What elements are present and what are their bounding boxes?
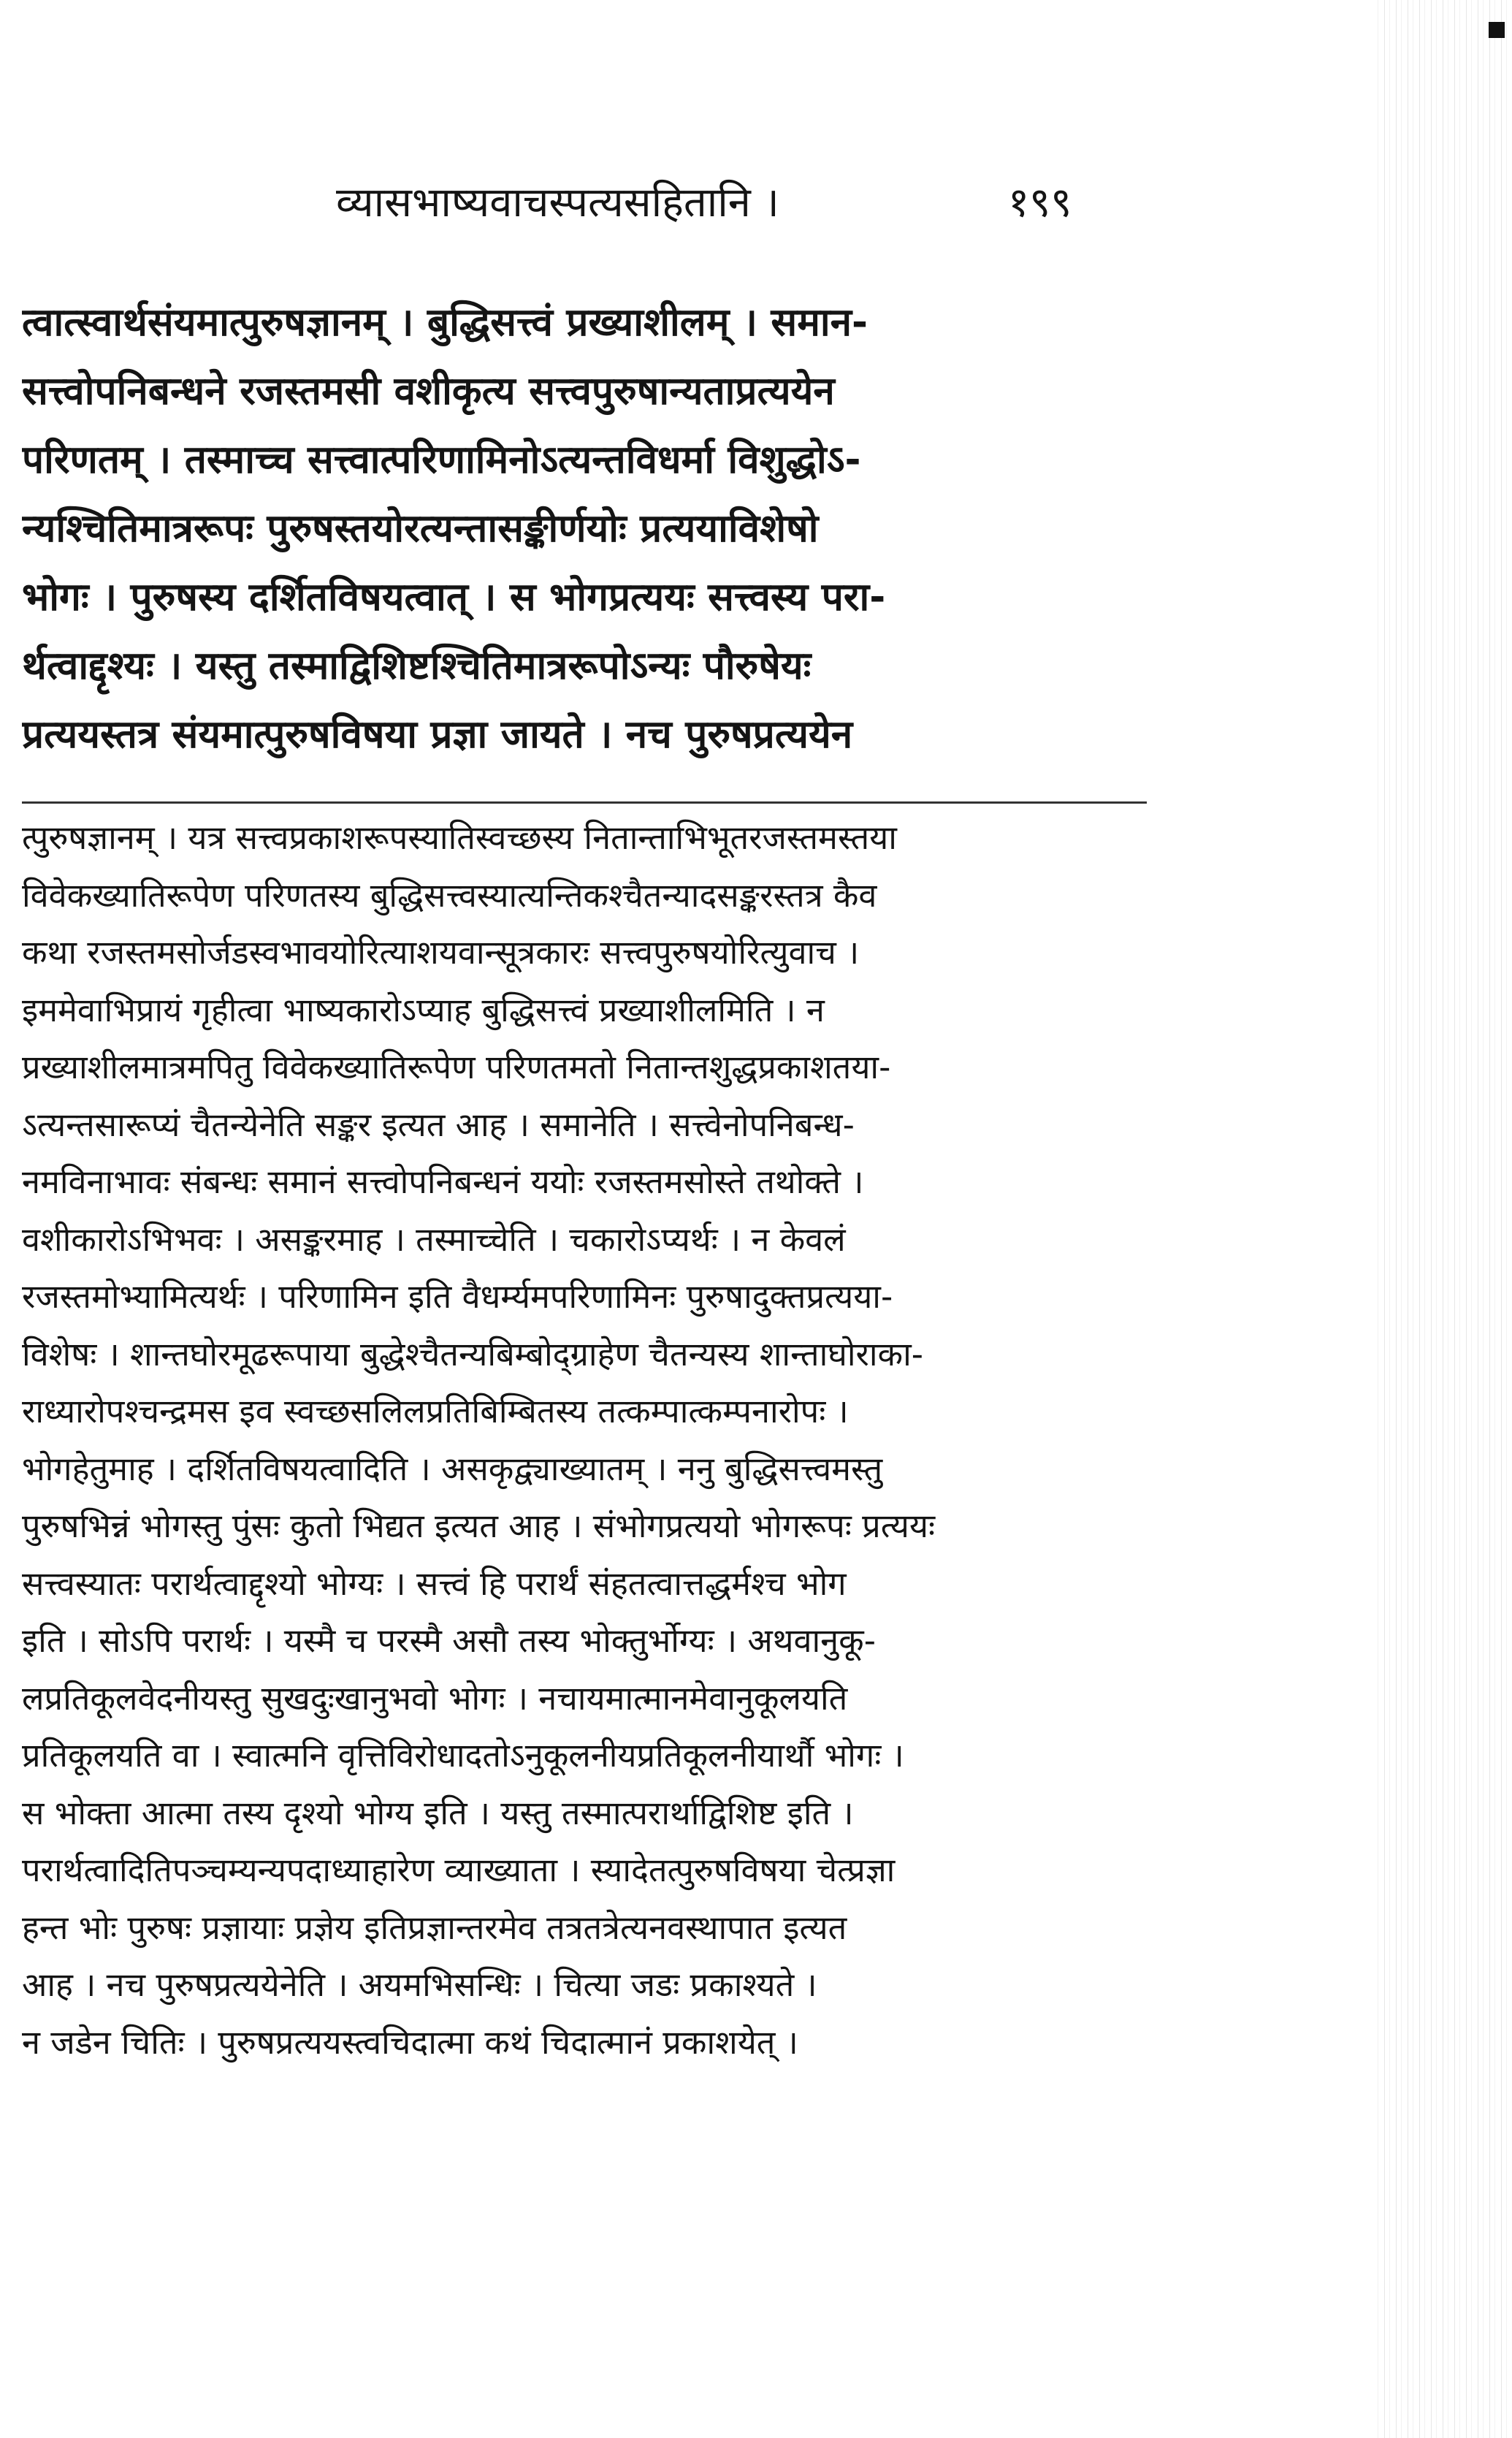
main-text-block [22,289,1147,769]
commentary-line: ऽत्यन्तसारूप्यं चैतन्येनेति सङ्कर इत्यत आह । समानेति । सत्त्वेनोपनिबन्ध- [22,1105,855,1144]
commentary-line: पुरुषभिन्नं भोगस्तु पुंसः कुतो भिद्यत इत्यत आह । संभोगप्रत्ययो भोगरूपः प्रत्ययः [22,1506,936,1545]
main-text-line: परिणतम् । तस्माच्च सत्त्वात्परिणामिनोऽत्यन्तविधर्मा विशुद्धोऽ- [22,438,861,482]
commentary-line: न जडेन चितिः । पुरुषप्रत्ययस्त्वचिदात्मा कथं चिदात्मानं प्रकाशयेत् । [22,2022,798,2062]
commentary-line: इममेवाभिप्रायं गृहीत्वा भाष्यकारोऽप्याह बुद्धिसत्त्वं प्रख्याशीलमिति । न [22,990,825,1029]
commentary-line: रजस्तमोभ्यामित्यर्थः । परिणामिन इति वैधर्म्यमपरिणामिनः पुरुषादुक्तप्रत्यया- [22,1277,893,1316]
commentary-line: लप्रतिकूलवेदनीयस्तु सुखदुःखानुभवो भोगः । नचायमात्मानमेवानुकूलयति [22,1678,848,1718]
scan-edge-texture [1373,0,1512,2438]
section-divider [22,801,1147,804]
commentary-line: इति । सोऽपि परार्थः । यस्मै च परस्मै असौ तस्य भोक्तुर्भोग्यः । अथवानुकू- [22,1621,876,1660]
commentary-line: प्रख्याशीलमात्रमपितु विवेकख्यातिरूपेण परिणतमतो नितान्तशुद्धप्रकाशतया- [22,1048,891,1086]
main-text-line: प्रत्ययस्तत्र संयमात्पुरुषविषया प्रज्ञा जायते । नच पुरुषप्रत्ययेन [22,712,853,757]
commentary-line: परार्थत्वादितिपञ्चम्यन्यपदाध्याहारेण व्याख्याता । स्यादेतत्पुरुषविषया चेत्प्रज्ञा [22,1851,896,1889]
commentary-line: सत्त्वस्यातः परार्थत्वाद्दृश्यो भोग्यः । सत्त्वं हि परार्थं संहतत्वात्तद्धर्मश्च भोग [22,1563,847,1603]
commentary-line: प्रतिकूलयति वा । स्वात्मनि वृत्तिविरोधादतोऽनुकूलनीयप्रतिकूलनीयार्थौ भोगः । [22,1736,904,1775]
main-text-line: र्थत्वाद्दृश्यः । यस्तु तस्माद्विशिष्टश्चितिमात्ररूपोऽन्यः पौरुषेयः [22,644,812,688]
commentary-line: वशीकारोऽभिभवः । असङ्करमाह । तस्माच्चेति । चकारोऽप्यर्थः । न केवलं [22,1219,846,1259]
commentary-line: विशेषः । शान्तघोरमूढरूपाया बुद्धेश्चैतन्यबिम्बोद्ग्राहेण चैतन्यस्य शान्ताघोराका- [22,1334,924,1374]
commentary-line: स भोक्ता आत्मा तस्य दृश्यो भोग्य इति । यस्तु तस्मात्परार्थाद्विशिष्ट इति । [22,1793,854,1832]
main-text-line: सत्त्वोपनिबन्धने रजस्तमसी वशीकृत्य सत्त्वपुरुषान्यताप्रत्ययेन [22,369,835,414]
page-number: १९९ [1008,179,1072,226]
running-title: व्यासभाष्यवाचस्पत्यसहितानि । [336,179,779,226]
scan-edge-mark [1489,22,1505,38]
commentary-line: हन्त भोः पुरुषः प्रज्ञायाः प्रज्ञेय इतिप्रज्ञान्तरमेव तत्रतत्रेत्यनवस्थापात इत्यत [22,1908,847,1947]
commentary-line: नमविनाभावः संबन्धः समानं सत्त्वोपनिबन्धनं ययोः रजस्तमसोस्ते तथोक्ते । [22,1162,864,1201]
page-header [0,174,1512,240]
commentary-line: त्पुरुषज्ञानम् । यत्र सत्त्वप्रकाशरूपस्यातिस्वच्छस्य नितान्ताभिभूतरजस्तमस्तया [22,818,897,857]
main-text-line: न्यश्चितिमात्ररूपः पुरुषस्तयोरत्यन्तासङ्कीर्णयोः प्रत्ययाविशेषो [22,506,819,551]
commentary-block [22,810,1147,2071]
commentary-line: कथा रजस्तमसोर्जडस्वभावयोरित्याशयवान्सूत्रकारः सत्त्वपुरुषयोरित्युवाच । [22,933,860,972]
main-text-line: त्वात्स्वार्थसंयमात्पुरुषज्ञानम् । बुद्धिसत्त्वं प्रख्याशीलम् । समान- [22,300,868,345]
commentary-line: विवेकख्यातिरूपेण परिणतस्य बुद्धिसत्त्वस्यात्यन्तिकश्चैतन्यादसङ्करस्तत्र कैव [22,875,877,915]
commentary-line: भोगहेतुमाह । दर्शितविषयत्वादिति । असकृद्व्याख्यातम् । ननु बुद्धिसत्त्वमस्तु [22,1449,883,1488]
commentary-line: आह । नच पुरुषप्रत्ययेनेति । अयमभिसन्धिः । चित्या जडः प्रकाश्यते । [22,1965,817,2004]
main-text-line: भोगः । पुरुषस्य दर्शितविषयत्वात् । स भोगप्रत्ययः सत्त्वस्य परा- [22,575,886,620]
commentary-line: राध्यारोपश्चन्द्रमस इव स्वच्छसलिलप्रतिबिम्बितस्य तत्कम्पात्कम्पनारोपः । [22,1392,849,1431]
